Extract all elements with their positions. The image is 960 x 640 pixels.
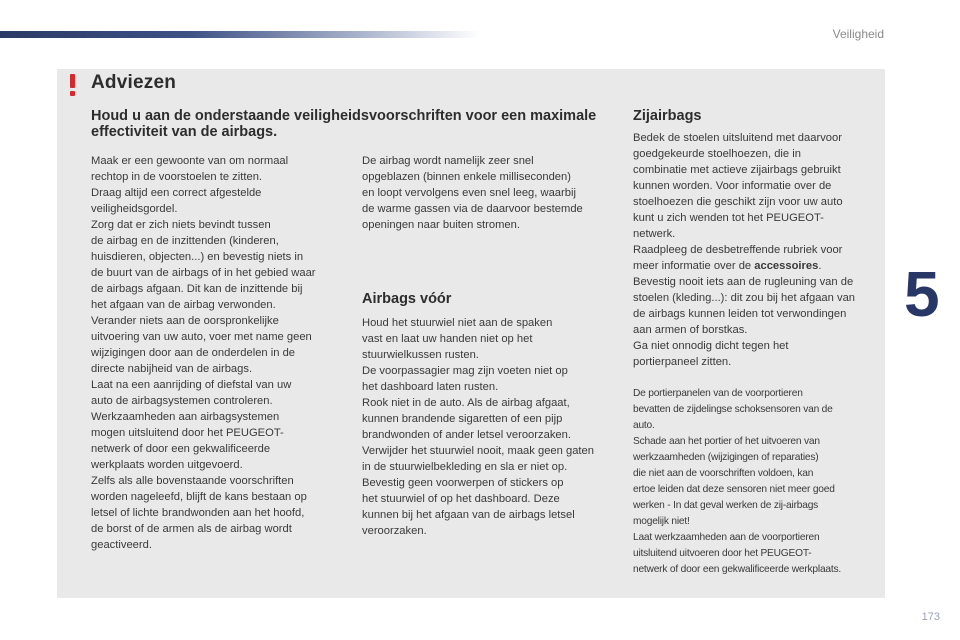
side-text-part-b: . Bevestig nooit iets aan de rugleuning van de stoelen (kleding...): dit zou bij het afgaan van de airbags kunnen leiden tot verwondingen aan armen of borstkas. Ga niet onnodig dicht tegen het portierpaneel zitten. [633,260,856,368]
advice-column-2: De airbag wordt namelijk zeer snel opgeblazen (binnen enkele milliseconden) en loopt vervolgens even snel leeg, waarbij de warme gassen via de daarvoor bestemde openingen naar buiten stromen. [362,155,583,231]
door-sensor-text: De portierpanelen van de voorportieren bevatten de zijdelingse schoksensoren van de auto. Schade aan het portier of het uitvoeren van werkzaamheden (wijzigingen of reparaties) die niet aan de voorschriften voldoen, kan ertoe leiden dat deze sensoren niet meer goed werken - In dat geval werken de zij-airbags mogelijk niet! Laat werkzaamheden aan de voorportieren uitsluitend uitvoeren door het PEUGEOT- netwerk of door een gekwalificeerde werkplaats. [633,388,842,575]
side-airbags-heading: Zijairbags [633,108,702,124]
chapter-number: 5 [904,258,940,330]
side-airbags-text [633,130,883,370]
advice-column-1: Maak er een gewoonte van om normaal rechtop in de voorstoelen te zitten. Draag altijd een correct afgestelde veiligheidsgordel. Zorg dat er zich niets bevindt tussen de airbag en de inzittenden (kinderen, huisdieren, objecten...) en bevestig niets in de buurt van de airbags of in het gebied waar de airbags afgaan. Dit kan de inzittende bij het afgaan van de airbag verwonden. Verander niets aan de oorspronkelijke uitvoering van uw auto, voer met name geen wijzigingen door aan de onderdelen in de directe nabijheid van de airbags. Laat na een aanrijding of diefstal van uw auto de airbagsystemen controleren. Werkzaamheden aan airbagsystemen mogen uitsluitend door het PEUGEOT- netwerk of door een gekwalificeerde werkplaats worden uitgevoerd. Zelfs als alle bovenstaande voorschriften worden nageleefd, blijft de kans bestaan op letsel of lichte brandwonden aan het hoofd, de borst of de armen als de airbag wordt geactiveerd. [91,155,316,551]
panel-title: Adviezen [91,72,177,93]
front-airbags-text: Houd het stuurwiel niet aan de spaken vast en laat uw handen niet op het stuurwielkussen rusten. De voorpassagier mag zijn voeten niet op het dashboard laten rusten. Rook niet in de auto. Als de airbag afgaat, kunnen brandende sigaretten of een pijp brandwonden of ander letsel veroorzaken. Verwijder het stuurwiel nooit, maak geen gaten in de stuurwielbekleding en sla er niet op. Bevestig geen voorwerpen of stickers op het stuurwiel of op het dashboard. Deze kunnen bij het afgaan van de airbags letsel veroorzaken. [362,317,594,537]
exclamation-icon [68,74,78,96]
section-title: Veiligheid [832,27,884,41]
panel-subtitle: Houd u aan de onderstaande veiligheidsvoorschriften voor een maximale effectiviteit van de airbags. [91,108,597,140]
accessoires-link-text: accessoires [754,260,819,272]
front-airbags-heading: Airbags vóór [362,291,452,307]
header-gradient-bar [0,31,480,38]
page-number: 173 [921,611,940,623]
side-text-part-a: Bedek de stoelen uitsluitend met daarvoor goedgekeurde stoelhoezen, die in combinatie met actieve zijairbags gebruikt kunnen worden. Voor informatie over de stoelhoezen die geschikt zijn voor uw auto kunt u zich wenden tot het PEUGEOT- netwerk. Raadpleeg de desbetreffende rubriek voor meer informatie over de [633,132,843,272]
